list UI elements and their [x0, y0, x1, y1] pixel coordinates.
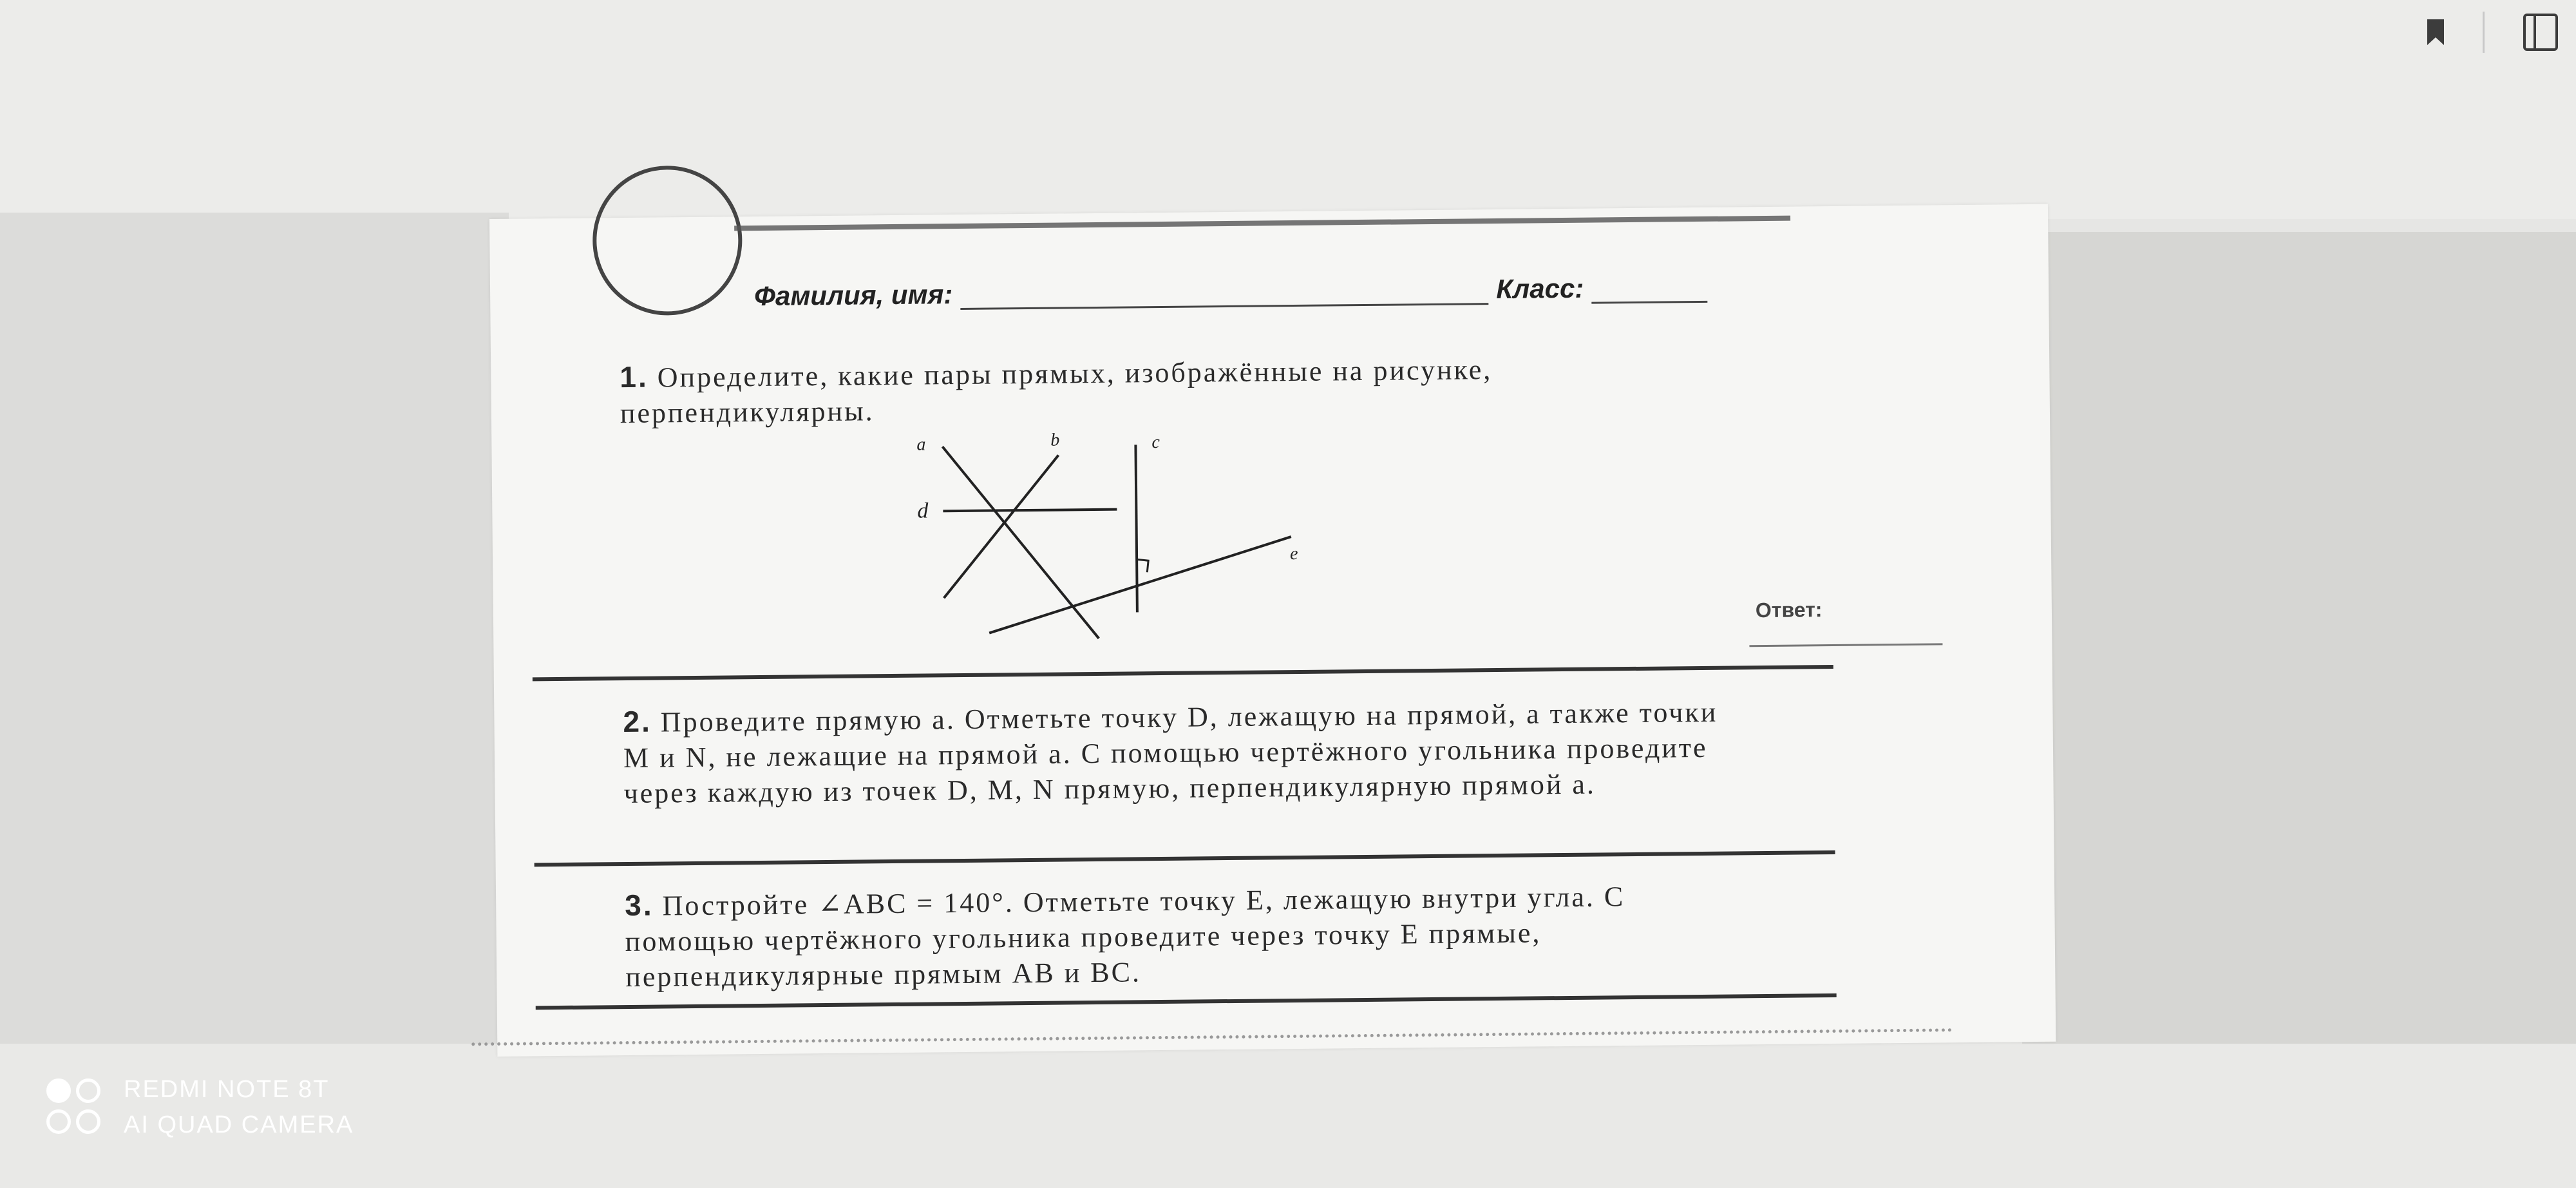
- angle-mark: [1137, 559, 1148, 572]
- answer-label: Ответ:: [1755, 598, 1823, 622]
- separator-rule: [536, 993, 1837, 1010]
- background-bottom: [0, 1044, 2576, 1188]
- name-label: Фамилия, имя:: [753, 279, 953, 312]
- class-field: [1591, 278, 1707, 304]
- header-rule: [734, 216, 1790, 231]
- task-2: [623, 694, 1719, 811]
- label-b: b: [1050, 430, 1060, 450]
- background-top: [0, 0, 2576, 219]
- watermark-line-2: AI QUAD CAMERA: [124, 1111, 354, 1138]
- divider: [2483, 12, 2485, 53]
- task-1: [620, 349, 1715, 431]
- task-1-text: Определите, какие пары прямых, изображённые на рисунке, перпендикулярны.: [620, 354, 1493, 430]
- label-d: d: [917, 499, 929, 523]
- top-right-icons: [2427, 12, 2558, 53]
- task-3-number: 3.: [624, 888, 654, 923]
- separator-rule: [533, 665, 1833, 681]
- perforation-line: [471, 1028, 1953, 1046]
- label-c: c: [1151, 432, 1160, 453]
- class-label: Класс:: [1496, 273, 1584, 304]
- task-1-number: 1.: [620, 359, 649, 394]
- panel-icon[interactable]: [2523, 14, 2558, 51]
- worksheet-paper: [489, 204, 2056, 1057]
- line-e: [989, 537, 1292, 633]
- line-d: [943, 510, 1117, 512]
- background-right: [2022, 232, 2576, 1057]
- task-3-text: Постройте ∠ABC = 140°. Отметьте точку E, лежащую внутри угла. С помощью чертёжного угольника проведите через точку E прямые, перпендикулярные прямым AB и BC.: [625, 881, 1625, 993]
- line-a: [942, 445, 1099, 640]
- background-left: [0, 213, 509, 1089]
- line-b: [943, 455, 1060, 599]
- clock-icon: [592, 165, 743, 316]
- answer-field: [1749, 643, 1942, 647]
- camera-watermark: [46, 1076, 354, 1139]
- name-field: [960, 280, 1488, 310]
- task-3: [625, 877, 1721, 995]
- lines-diagram: [904, 424, 1305, 647]
- task-2-text: Проведите прямую a. Отметьте точку D, лежащую на прямой, а также точки M и N, не лежащие на прямой a. С помощью чертёжного угольника проведите через каждую из точек D, M, N прямую, перпендикулярную прямой a.: [623, 696, 1718, 810]
- bookmark-icon[interactable]: [2427, 19, 2444, 45]
- camera-logo-icon: [46, 1078, 104, 1136]
- label-e: e: [1289, 543, 1298, 564]
- name-row: [754, 270, 1881, 312]
- task-2-number: 2.: [623, 704, 652, 739]
- watermark-line-1: REDMI NOTE 8T: [124, 1076, 330, 1103]
- label-a: a: [916, 434, 926, 455]
- separator-rule: [535, 850, 1835, 867]
